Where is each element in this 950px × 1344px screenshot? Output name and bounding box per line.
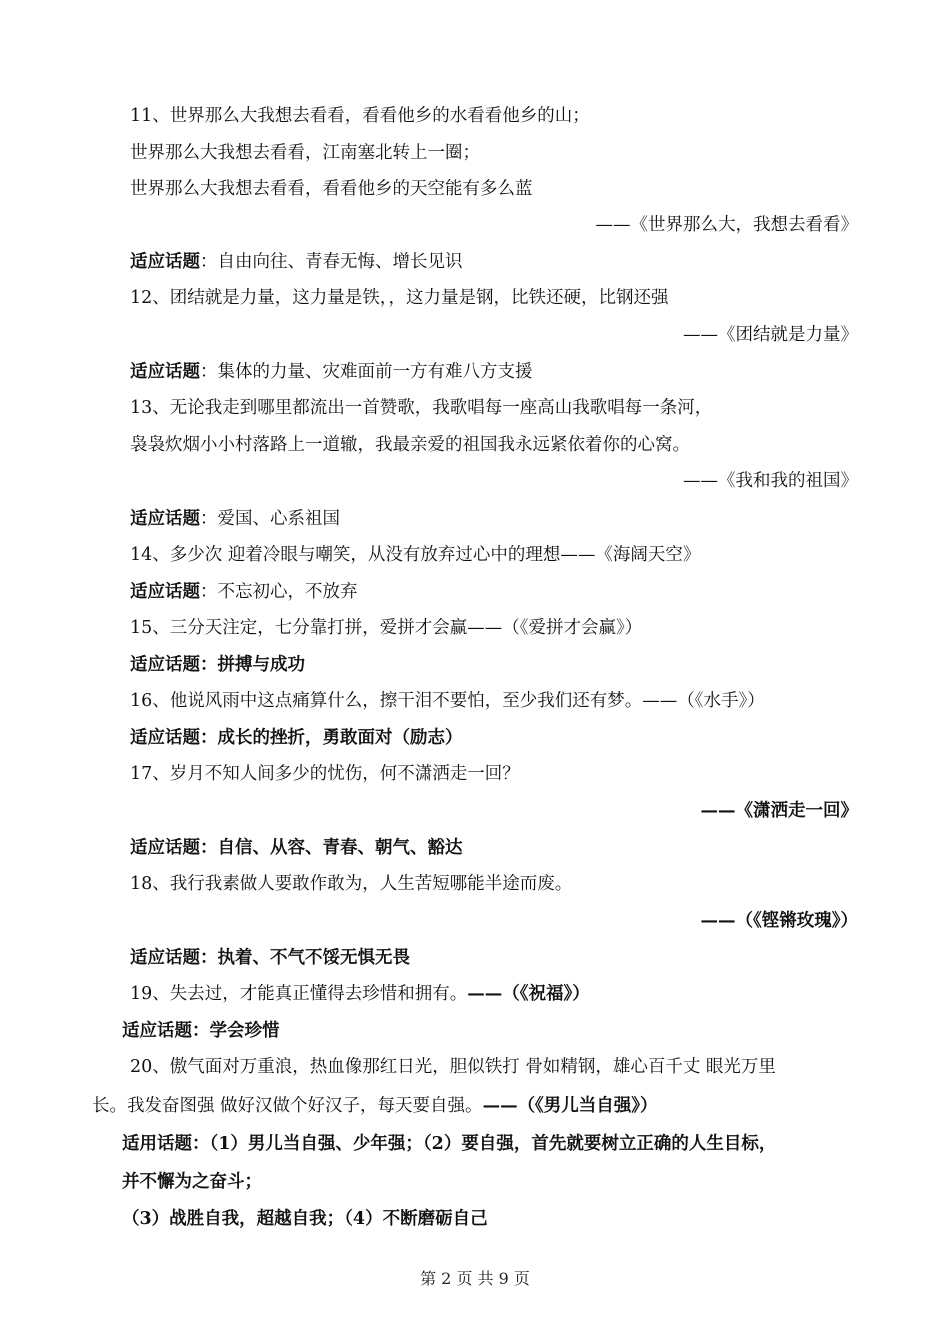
- song-source: ——《我和我的祖国》: [683, 471, 858, 491]
- text-line: 世界那么大我想去看看，看看他乡的天空能有多么蓝: [130, 179, 533, 199]
- text-line: [130, 982, 858, 1006]
- text-line: 12、团结就是力量，这力量是铁，，这力量是钢，比铁还硬，比钢还强: [130, 288, 669, 308]
- text-line: 13、无论我走到哪里都流出一首赞歌，我歌唱每一座高山我歌唱每一条河，: [130, 398, 713, 418]
- topic-text: ：集体的力量、灾难面前一方有难八方支援: [200, 362, 533, 382]
- page-footer: 第 2 页 共 9 页: [420, 1269, 530, 1288]
- topic-label: 适应话题: [130, 509, 200, 529]
- text-line: 17、岁月不知人间多少的忧伤，何不潇洒走一回？: [130, 764, 520, 784]
- song-source: ——（《男儿当自强》）: [482, 1096, 658, 1116]
- topic-line: 适应话题：自信、从容、青春、朝气、豁达: [130, 838, 463, 858]
- topic-line: 适应话题：学会珍惜: [122, 1021, 280, 1041]
- topic-line: （3）战胜自我，超越自我；（4）不断磨砺自己: [122, 1209, 488, 1229]
- topic-label: 适应话题: [130, 582, 200, 602]
- text-line: 15、三分天注定，七分靠打拼，爱拼才会赢——（《爱拼才会赢》）: [130, 618, 643, 638]
- topic-line: [130, 507, 858, 531]
- topic-line: 并不懈为之奋斗；: [122, 1172, 262, 1192]
- lyric-text: 19、失去过，才能真正懂得去珍惜和拥有。: [130, 984, 468, 1004]
- text-line: 18、我行我素做人要敢作敢为，人生苦短哪能半途而废。: [130, 874, 573, 894]
- text-line: 11、世界那么大我想去看看，看看他乡的水看看他乡的山；: [130, 106, 590, 126]
- topic-line: 适应话题：拼搏与成功: [130, 655, 305, 675]
- text-line: 20、傲气面对万重浪，热血像那红日光，胆似铁打 骨如精钢，雄心百千丈 眼光万里: [130, 1057, 776, 1077]
- topic-line: [130, 250, 858, 274]
- lyric-text: 长。我发奋图强 做好汉做个好汉子，每天要自强。: [92, 1096, 483, 1116]
- topic-label: 适应话题: [130, 252, 200, 272]
- topic-text: ：自由向往、青春无悔、增长见识: [200, 252, 463, 272]
- text-line: 14、多少次 迎着冷眼与嘲笑，从没有放弃过心中的理想——《海阔天空》: [130, 545, 701, 565]
- topic-text: ：爱国、心系祖国: [200, 509, 340, 529]
- text-line: [92, 1094, 858, 1118]
- text-line: 袅袅炊烟小小村落路上一道辙，我最亲爱的祖国我永远紧依着你的心窝。: [130, 435, 690, 455]
- song-source: ——《潇洒走一回》: [700, 801, 858, 821]
- topic-line: 适应话题：执着、不气不馁无惧无畏: [130, 948, 410, 968]
- song-source: ——《团结就是力量》: [683, 325, 858, 345]
- topic-label: 适应话题: [130, 362, 200, 382]
- topic-line: 适应话题：成长的挫折，勇敢面对（励志）: [130, 728, 463, 748]
- song-source: ——《世界那么大，我想去看看》: [595, 215, 858, 235]
- topic-line: [130, 580, 858, 604]
- topic-line: 适用话题：（1）男儿当自强、少年强；（2）要自强，首先就要树立正确的人生目标，: [122, 1134, 777, 1154]
- topic-line: [130, 360, 858, 384]
- text-line: 世界那么大我想去看看，江南塞北转上一圈；: [130, 143, 480, 163]
- song-source: ——（《铿锵玫瑰》）: [700, 911, 858, 931]
- song-source: ——（《祝福》）: [467, 984, 590, 1004]
- topic-text: ：不忘初心，不放弃: [200, 582, 358, 602]
- text-line: 16、他说风雨中这点痛算什么，擦干泪不要怕，至少我们还有梦。——（《水手》）: [130, 691, 765, 711]
